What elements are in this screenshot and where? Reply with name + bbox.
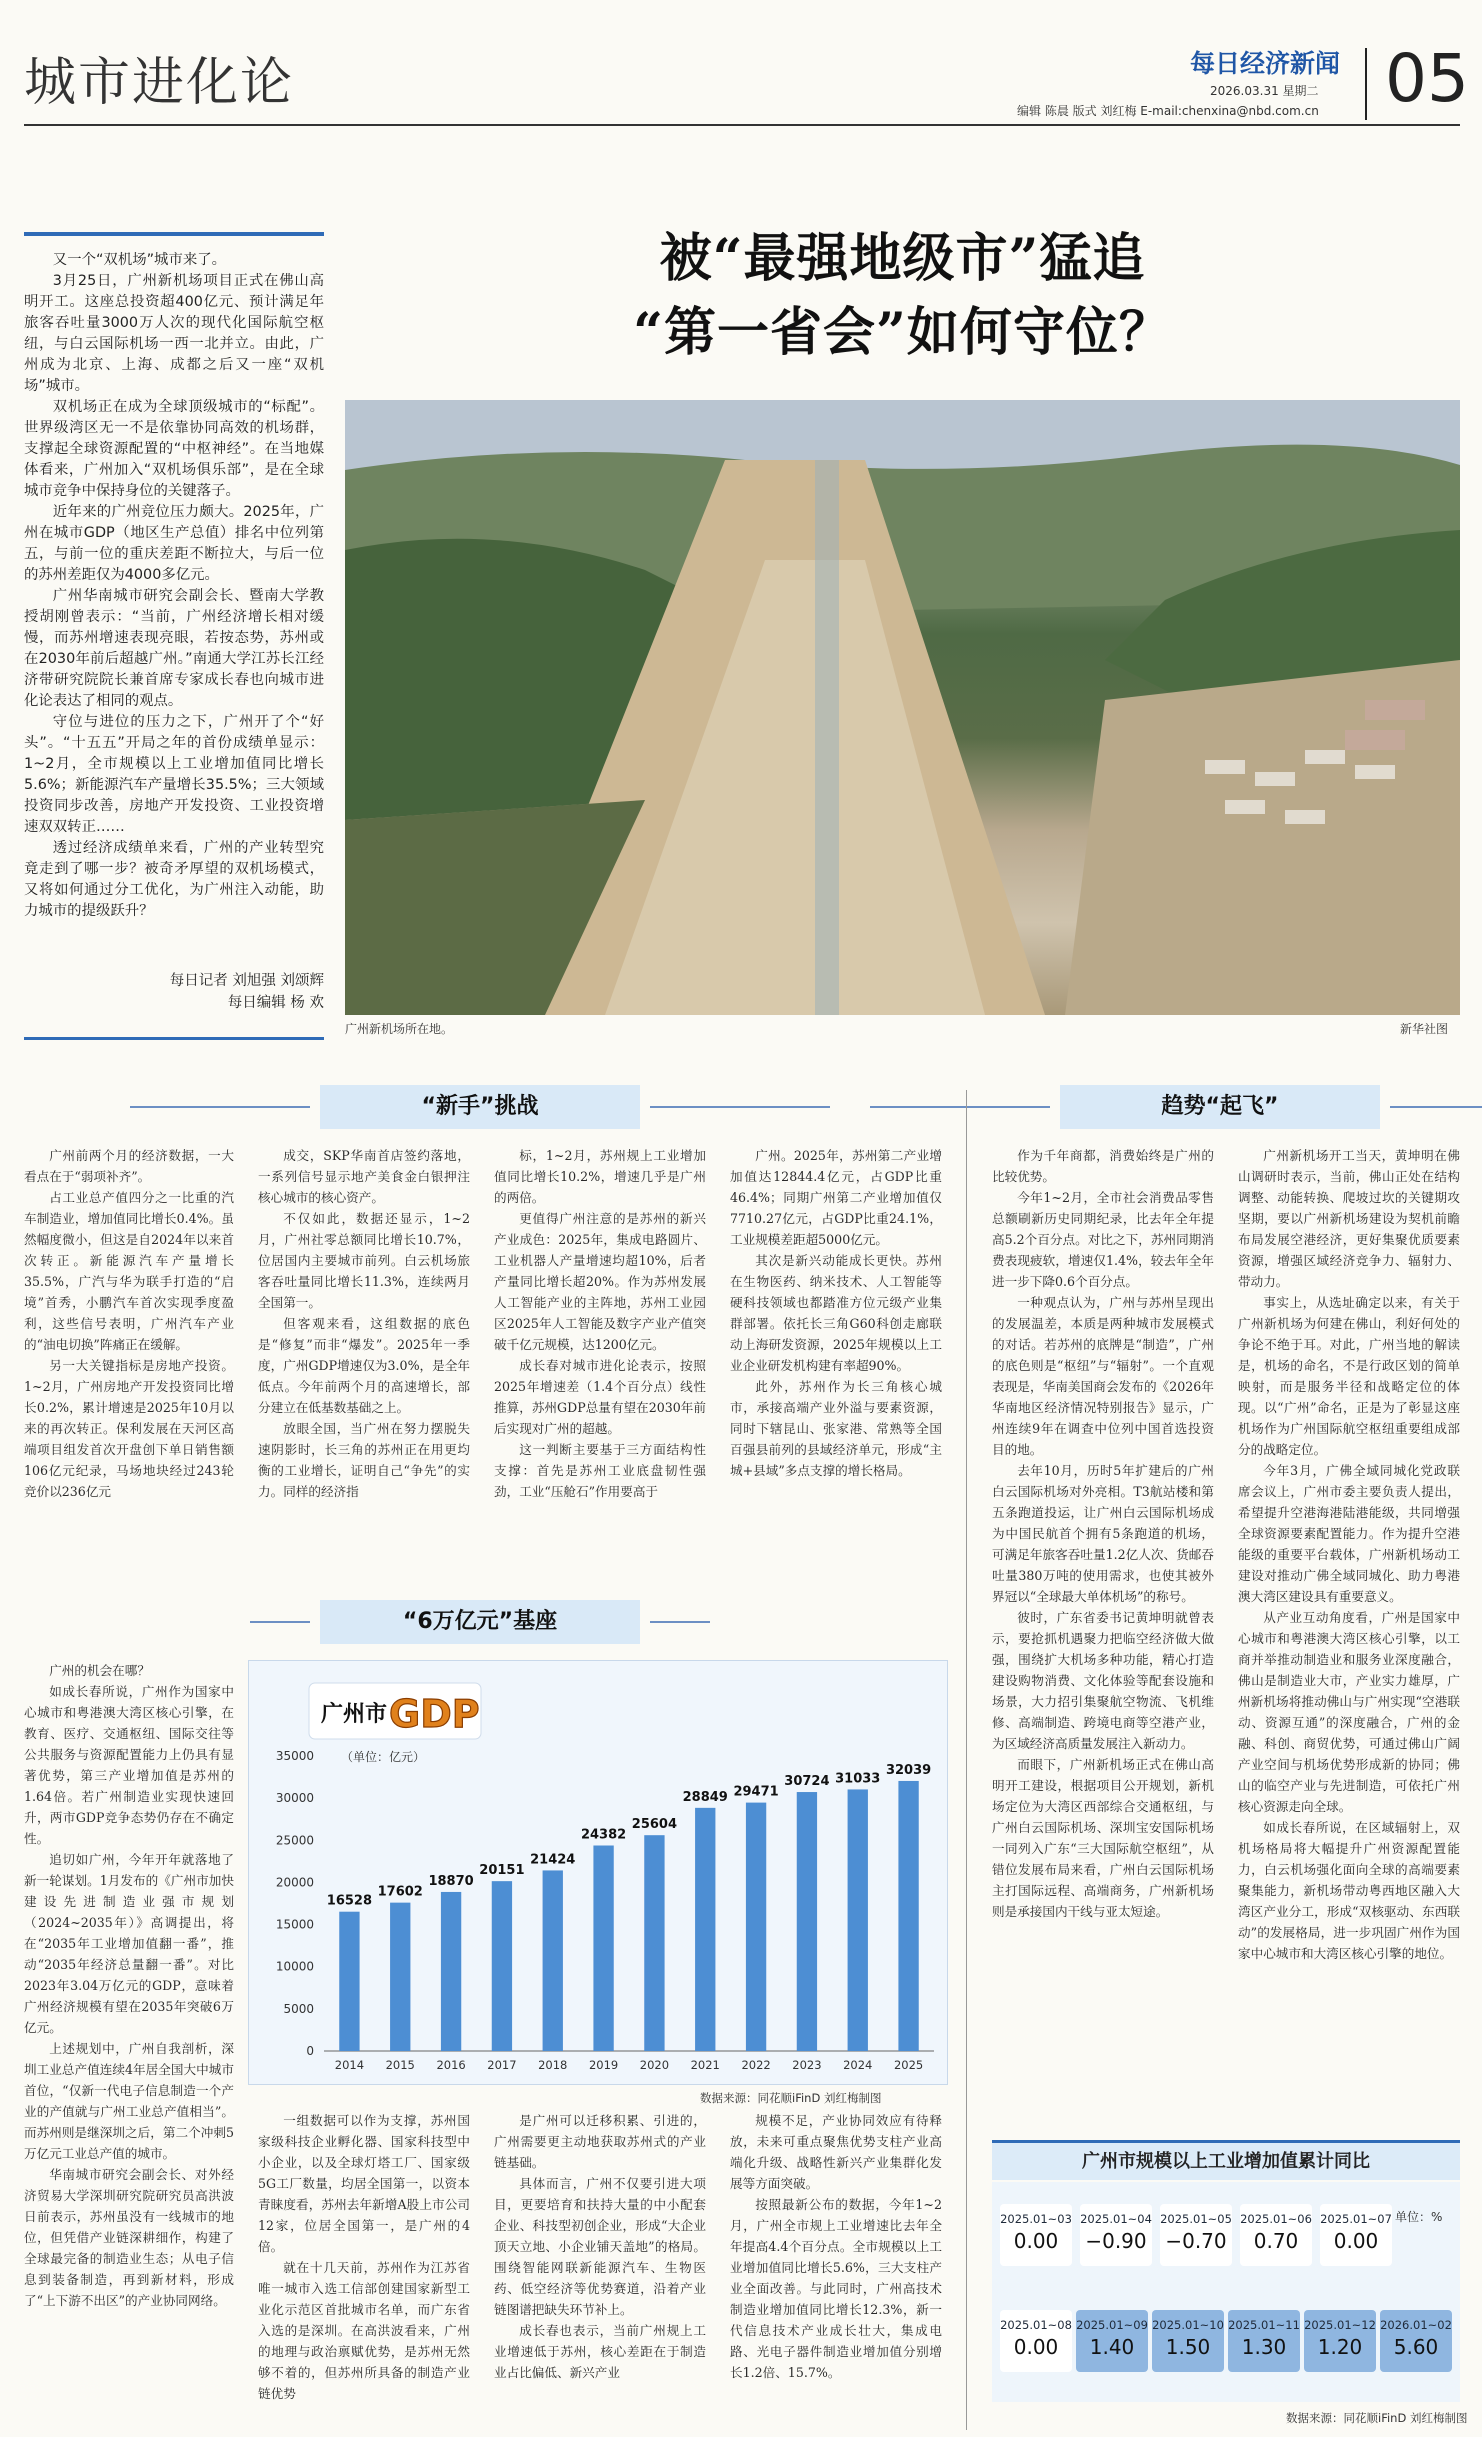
bar-value-label: 20151: [479, 1863, 525, 1879]
body-paragraph: 此外，苏州作为长三角核心城市，承接高端产业外溢与要素资源，同时下辖昆山、张家港、常熟等全国百强县前列的县域经济单元，形成“主城+县域”多点支撑的增长格局。: [730, 1379, 942, 1478]
body-paragraph: 上述规划中，广州自我剖析，深圳工业总产值连续4年居全国大中城市首位，“仅新一代电子信息制造一个产业的产值就与广州工业总产值相当”。而苏州则是继深圳之后，第二个冲刺5万亿元工业总产值的城市。: [24, 2041, 234, 2161]
x-tick-label: 2021: [690, 2058, 720, 2072]
intro-paragraph: 3月25日，广州新机场项目正式在佛山高明开工。这座总投资超400亿元、预计满足年旅客吞吐量3000万人次的现代化国际航空枢纽，与白云国际机场一西一北并立。由此，广州成为北京、上海、成都之后又一座“双机场”城市。: [24, 273, 324, 394]
body-paragraph: 事实上，从选址确定以来，有关于广州新机场为何建在佛山，利好何处的争论不绝于耳。对此，广州当地的解读是，机场的命名，不是行政区划的简单映射，而是服务半径和战略定位的体现。以“广州”命名，正是为了彰显这座机场作为广州国际航空枢纽重要组成部分的战略定位。: [1238, 1295, 1460, 1457]
body-paragraph: 其次是新兴动能成长更快。苏州在生物医药、纳米技术、人工智能等硬科技领域也都踏准方位元级产业集群部署。依托长三角G60科创走廊联动上海研发资源，2025年规模以上工业企业研发机构建有率超90%。: [730, 1253, 942, 1373]
body-column-4: [730, 1145, 942, 1585]
industrial-value-cell: [1000, 2310, 1072, 2372]
body-paragraph: 广州新机场开工当天，黄坤明在佛山调研时表示，当前，佛山正处在结构调整、动能转换、爬坡过坎的关键期攻坚期，要以广州新机场建设为契机前瞻布局发展空港经济，更好集聚优质要素资源，增强区域经济竞争力、辐射力、带动力。: [1238, 1148, 1460, 1289]
cell-month: 2025.01~06: [1240, 2212, 1312, 2226]
body-paragraph: 华南城市研究会副会长、对外经济贸易大学深圳研究院研究员高洪波日前表示，苏州虽没有一线城市的地位，但凭借产业链深耕细作，构建了全球最完备的制造业生态；从电子信息到装备制造，再到新材料，形成了“上下游不出区”的产业协同网络。: [24, 2167, 234, 2308]
gdp-chart: [248, 1660, 948, 2085]
body-paragraph: 标，1~2月，苏州规上工业增加值同比增长10.2%，增速几乎是广州的两倍。: [494, 1148, 706, 1205]
industrial-value-cell: [1240, 2204, 1312, 2266]
intro-paragraph: 又一个“双机场”城市来了。: [52, 252, 227, 268]
body-paragraph: 占工业总产值四分之一比重的汽车制造业，增加值同比增长0.4%。虽然幅度微小，但这是自2024年以来首次转正。新能源汽车产量增长35.5%，广汽与华为联手打造的“启境”首秀，小鹏汽车首次实现季度盈利，这些信号表明，广州汽车产业的“油电切换”阵痛正在缓解。: [24, 1190, 234, 1352]
cell-month: 2025.01~09: [1076, 2318, 1148, 2332]
y-tick-label: 20000: [275, 1875, 314, 1890]
page-number: 05: [1385, 40, 1469, 117]
y-tick-label: 5000: [283, 2001, 314, 2016]
bar-value-label: 21424: [530, 1852, 576, 1868]
body-column-1: [24, 1145, 234, 1585]
chart-source: 数据来源：同花顺iFinD 刘红梅制图: [700, 2091, 882, 2105]
body-column-2: [258, 1145, 470, 1585]
industrial-table-unit: 单位：%: [1395, 2210, 1443, 2224]
y-tick-label: 30000: [275, 1791, 314, 1806]
body-paragraph: 作为千年商都，消费始终是广州的比较优势。: [992, 1148, 1214, 1184]
chart-title-group: [309, 1683, 481, 1764]
cell-value: 0.00: [1333, 2229, 1379, 2253]
industrial-value-cell: [1076, 2310, 1148, 2372]
body-paragraph: 不仅如此，数据还显示，1~2月，广州社零总额同比增长10.7%，位居国内主要城市前列。白云机场旅客吞吐量同比增长11.3%，连续两月全国第一。: [258, 1211, 470, 1310]
cell-month: 2025.01~05: [1160, 2212, 1232, 2226]
body-paragraph: 今年3月，广佛全域同城化党政联席会议上，广州市委主要负责人提出，希望提升空港海港陆港能级，共同增强全球资源要素配置能力。作为提升空港能级的重要平台载体，广州新机场动工建设对推动广佛全域同城化、助力粤港澳大湾区建设具有重要意义。: [1238, 1463, 1460, 1604]
headline-line-1: 被“最强地级市”猛追: [659, 228, 1146, 289]
body-paragraph: 成长春也表示，当前广州规上工业增速低于苏州，核心差距在于制造业占比偏低、新兴产业: [494, 2323, 706, 2380]
cell-month: 2025.01~04: [1080, 2212, 1152, 2226]
body-paragraph: 成交，SKP华南首店签约落地，一系列信号显示地产美食金白银押注核心城市的核心资产。: [258, 1148, 470, 1205]
body-paragraph: 从产业互动角度看，广州是国家中心城市和粤港澳大湾区核心引擎，以工商并举推动制造业和服务业深度融合，佛山是制造业大市，产业实力雄厚，广州新机场将推动佛山与广州实现“空港联动、资源互通”的深度融合，广州的金融、科创、商贸优势，可通过佛山广阔产业空间与机场优势形成新的协同；佛山的临空产业与先进制造，可依托广州核心资源走向全球。: [1238, 1610, 1460, 1814]
header-divider: [1365, 48, 1367, 120]
subhead-newcomer-challenge: “新手”挑战: [320, 1085, 640, 1129]
cell-month: 2026.01~02: [1380, 2318, 1452, 2332]
photo-credit: 新华社图: [1400, 1022, 1449, 1036]
x-tick-label: 2024: [843, 2058, 873, 2072]
editor-info: 编辑 陈晨 版式 刘红梅 E-mail:chenxina@nbd.com.cn: [1017, 104, 1319, 118]
body-column-5: [24, 1660, 234, 2425]
industrial-value-cell: [1304, 2310, 1376, 2372]
cell-value: −0.90: [1085, 2229, 1147, 2253]
intro-paragraph: 透过经济成绩单来看，广州的产业转型究竟走到了哪一步？被奇矛厚望的双机场模式，又将如何通过分工优化，为广州注入动能，助力城市的提级跃升？: [24, 840, 324, 919]
body-paragraph: 如成长春所说，在区域辐射上，双机场格局将大幅提升广州资源配置能力，白云机场强化面向全球的高端要素聚集能力，新机场带动粤西地区融入大湾区产业分工，形成“双核驱动、东西联动”的发展格局，进一步巩固广州作为国家中心城市和大湾区核心引擎的地位。: [1238, 1820, 1460, 1961]
cell-month: 2025.01~12: [1304, 2318, 1376, 2332]
y-tick-label: 10000: [275, 1959, 314, 1974]
body-column-8: [730, 2110, 942, 2425]
x-tick-label: 2015: [385, 2058, 415, 2072]
body-paragraph: 更值得广州注意的是苏州的新兴产业成色：2025年，集成电路圆片、工业机器人产量增速均超10%，后者产量同比增长超20%。作为苏州发展人工智能产业的主阵地，苏州工业园区2025年人工智能及数字产业产值突破千亿元规模，达1200亿元。: [494, 1211, 706, 1352]
body-paragraph: 另一大关键指标是房地产投资。1~2月，广州房地产开发投资同比增长0.2%，累计增速是2025年10月以来的再次转正。保利发展在天河区高端项目组发首次开盘创下单日销售额106亿元纪录，马场地块经过243轮竞价以236亿元: [24, 1358, 234, 1499]
gdp-bar: [797, 1792, 817, 2051]
y-tick-label: 25000: [275, 1833, 314, 1848]
bar-value-label: 17602: [377, 1884, 423, 1900]
x-tick-label: 2019: [588, 2058, 619, 2072]
byline-editor: 每日编辑 杨 欢: [227, 995, 324, 1011]
intro-paragraph: 守位与进位的压力之下，广州开了个“好头”。“十五五”开局之年的首份成绩单显示：1~2月，全市规模以上工业增加值同比增长5.6%；新能源汽车产量增长35.5%；三大领域投资同步改善，房地产开发投资、工业投资增速双双转正……: [24, 714, 324, 835]
cell-month: 2025.01~11: [1228, 2318, 1300, 2332]
page-header: [0, 0, 1482, 170]
x-tick-label: 2017: [487, 2058, 517, 2072]
y-tick-label: 0: [306, 2044, 314, 2058]
body-paragraph: 按照最新公布的数据，今年1~2月，广州全市规上工业增速比去年全年提高4.4个百分点。全市规模以上工业增加值同比增长5.6%，三大支柱产业全面改善。与此同时，广州高技术制造业增加值同比增长12.3%，新一代信息技术产业成长壮大，集成电路、光电子器件制造业增加值分别增长1.2倍、15.7%。: [730, 2197, 942, 2380]
gdp-bar: [746, 1803, 766, 2051]
body-column-6: [258, 2110, 470, 2425]
gdp-bar: [339, 1912, 359, 2051]
industrial-table-source: 数据来源：同花顺iFinD 刘红梅制图: [1286, 2411, 1468, 2425]
chart-title-gdp: GDP: [389, 1692, 480, 1736]
cell-value: 5.60: [1393, 2335, 1439, 2359]
photo-caption: 广州新机场所在地。: [345, 1022, 454, 1036]
x-tick-label: 2022: [741, 2058, 771, 2072]
body-paragraph: 成长春对城市进化论表示，按照2025年增速差（1.4个百分点）线性推算，苏州GDP总量有望在2030年前后实现对广州的超越。: [494, 1358, 706, 1436]
gdp-bar: [492, 1881, 512, 2051]
cell-value: 1.40: [1089, 2335, 1135, 2359]
x-tick-label: 2025: [893, 2058, 924, 2072]
industrial-value-cell: [1000, 2204, 1072, 2266]
photo-illustration: [345, 400, 1460, 1015]
body-paragraph: 但客观来看，这组数据的底色是“修复”而非“爆发”。2025年一季度，广州GDP增速仅为3.0%，是全年低点。今年前两个月的高速增长，部分建立在低基数基础之上。: [258, 1316, 470, 1415]
body-paragraph: 追切如广州，今年开年就落地了新一轮谋划。1月发布的《广州市加快建设先进制造业强市规划（2024~2035年）》高调提出，将在“2035年工业增加值翻一番”，推动“2035年经济总量翻一番”。对比2023年3.04万亿元的GDP，意味着广州经济规模有望在2035年突破6万亿元。: [24, 1852, 234, 2035]
body-column-7: [494, 2110, 706, 2425]
body-paragraph: 彼时，广东省委书记黄坤明就曾表示，要抢抓机遇聚力把临空经济做大做强，围绕扩大机场多种功能，精心打造建设购物消费、文化体验等配套设施和场景，大力招引集聚航空物流、飞机维修、高端制造、跨境电商等空港产业，为区域经济高质量发展注入新动力。: [992, 1610, 1214, 1751]
body-paragraph: 放眼全国，当广州在努力摆脱失速阴影时，长三角的苏州正在用更均衡的工业增长，证明自己“争先”的实力。同样的经济指: [258, 1421, 470, 1499]
bar-series: [339, 1781, 919, 2051]
body-paragraph: 今年1~2月，全市社会消费品零售总额刷新历史同期纪录，比去年全年提高5.2个百分点。对比之下，苏州同期消费表现疲软，增速仅1.4%，较去年全年进一步下降0.6个百分点。: [992, 1190, 1214, 1289]
body-paragraph: 一种观点认为，广州与苏州呈现出的发展温差，本质是两种城市发展模式的对话。若苏州的底牌是“制造”，广州的底色则是“枢纽”与“辐射”。一个直观表现是，华南美国商会发布的《2026年华南地区经济情况特别报告》显示，广州连续9年在调查中位列中国首选投资目的地。: [992, 1295, 1214, 1457]
cell-value: 1.30: [1241, 2335, 1287, 2359]
bar-value-label: 28849: [682, 1789, 728, 1805]
bar-value-label: 18870: [428, 1873, 474, 1889]
cell-value: 0.00: [1013, 2229, 1059, 2253]
body-paragraph: 一组数据可以作为支撑，苏州国家级科技企业孵化器、国家科技型中小企业，以及全球灯塔工厂、国家级5G工厂数量，均居全国第一，以资本青睐度看，苏州去年新增A股上市公司12家，位居全国第一，是广州的4倍。: [258, 2113, 470, 2254]
industrial-value-cell: [1228, 2310, 1300, 2372]
chart-title-city: 广州市: [321, 1702, 388, 1727]
x-axis-labels: [335, 2058, 923, 2072]
cell-month: 2025.01~10: [1152, 2318, 1224, 2332]
y-tick-label: 35000: [275, 1749, 314, 1763]
gdp-bar: [898, 1781, 918, 2051]
cell-value: −0.70: [1165, 2229, 1227, 2253]
body-paragraph: 而眼下，广州新机场正式在佛山高明开工建设，根据项目公开规划，新机场定位为大湾区西部综合交通枢纽，与广州白云国际机场、深圳宝安国际机场一同列入广东“三大国际航空枢纽”，从错位发展布局来看，广州白云国际机场主打国际远程、高端商务，广州新机场则是承接国内干线与亚太短途。: [992, 1757, 1214, 1919]
bar-value-label: 25604: [631, 1817, 678, 1833]
industrial-value-cell: [1152, 2310, 1224, 2372]
byline-reporters: 每日记者 刘旭强 刘颂辉: [169, 973, 324, 989]
body-paragraph: 广州前两个月的经济数据，一大看点在于“弱项补齐”。: [24, 1148, 234, 1184]
industrial-value-cell: [1380, 2310, 1452, 2372]
cell-value: 1.50: [1165, 2335, 1211, 2359]
subhead-six-trillion: “6万亿元”基座: [320, 1600, 640, 1644]
y-tick-label: 15000: [275, 1917, 314, 1932]
cell-value: 0.00: [1013, 2335, 1059, 2359]
body-paragraph: 如成长春所说，广州作为国家中心城市和粤港澳大湾区核心引擎，在教育、医疗、交通枢纽、国际交往等公共服务与资源配置能力上仍具有显著优势，第三产业增加值是苏州的1.64倍。若广州制造业实现快速回升，两市GDP竞争态势仍存在不确定性。: [24, 1684, 234, 1846]
body-paragraph: 就在十几天前，苏州作为江苏省唯一城市入选工信部创建国家新型工业化示范区首批城市名单，而广东省入选的是深圳。在高洪波看来，广州的地理与政治禀赋优势，是苏州无然够不着的，但苏州所具备的制造产业链优势: [258, 2260, 470, 2401]
gdp-bar: [848, 1789, 868, 2051]
gdp-bar: [390, 1903, 410, 2051]
column-divider: [966, 1090, 967, 2430]
x-tick-label: 2016: [436, 2058, 466, 2072]
bar-value-label: 24382: [580, 1827, 627, 1843]
body-paragraph: 规模不足，产业协同效应有待释放，未来可重点聚焦优势支柱产业高端化升级、战略性新兴产业集群化发展等方面突破。: [730, 2113, 942, 2191]
headline: [345, 222, 1460, 370]
x-tick-label: 2023: [792, 2058, 822, 2072]
x-tick-label: 2018: [538, 2058, 568, 2072]
industrial-value-cell: [1320, 2204, 1392, 2266]
body-paragraph: 广州。2025年，苏州第二产业增加值达12844.4亿元，占GDP比重46.4%；同期广州第二产业增加值仅7710.27亿元，占GDP比重24.1%，工业规模差距超5000亿元。: [730, 1148, 942, 1247]
body-column-10: [1238, 1145, 1460, 2130]
body-paragraph: 是广州可以迁移积累、引进的，广州需要更主动地获取苏州式的产业链基础。: [494, 2113, 706, 2170]
gdp-bar: [695, 1808, 715, 2051]
section-title: 城市进化论: [24, 53, 295, 113]
airport-site-photo: [345, 400, 1460, 1015]
bar-value-labels: [327, 1763, 931, 1909]
cell-value: 0.70: [1253, 2229, 1299, 2253]
x-tick-label: 2020: [639, 2058, 670, 2072]
headline-line-2: “第一省会”如何守位？: [633, 302, 1172, 363]
intro-paragraph: 广州华南城市研究会副会长、暨南大学教授胡刚曾表示：“当前，广州经济增长相对缓慢，而苏州增速表现亮眼，若按态势，苏州或在2030年前后超越广州。”南通大学江苏长江经济带研究院院长兼首席专家成长春也向城市进化论表达了相同的观点。: [24, 588, 324, 709]
industrial-table-title: 广州市规模以上工业增加值累计同比: [992, 2140, 1460, 2180]
byline: [24, 970, 324, 1014]
body-paragraph: 广州的机会在哪？: [49, 1663, 150, 1678]
chart-unit-label: （单位：亿元）: [341, 1750, 426, 1764]
gdp-bar: [441, 1892, 461, 2051]
body-column-9: [992, 1145, 1214, 2130]
gdp-bar: [543, 1870, 563, 2051]
bar-value-label: 30724: [784, 1774, 830, 1790]
intro-text: [24, 250, 324, 922]
intro-top-bar: [24, 232, 324, 236]
bar-value-label: 31033: [835, 1771, 881, 1787]
x-tick-label: 2014: [334, 2058, 365, 2072]
cell-month: 2025.01~08: [1000, 2318, 1072, 2332]
bar-value-label: 32039: [885, 1762, 932, 1778]
intro-paragraph: 近年来的广州竞位压力颇大。2025年，广州在城市GDP（地区生产总值）排名中位列第五，与前一位的重庆差距不断拉大，与后一位的苏州差距仅为4000多亿元。: [24, 504, 324, 583]
gdp-chart-svg: [249, 1661, 949, 2086]
intro-paragraph: 双机场正在成为全球顶级城市的“标配”。世界级湾区无一不是依靠协同高效的机场群，支撑起全球资源配置的“中枢神经”。在当地媒体看来，广州加入“双机场俱乐部”，是在全球城市竞争中保持身位的关键落子。: [24, 399, 324, 499]
cell-value: 1.20: [1317, 2335, 1363, 2359]
body-paragraph: 这一判断主要基于三方面结构性支撑：首先是苏州工业底盘韧性强劲，工业“压舱石”作用要高于: [494, 1442, 706, 1499]
bar-value-label: 29471: [733, 1784, 779, 1800]
cell-month: 2025.01~03: [1000, 2212, 1072, 2226]
header-rule: [24, 124, 1460, 126]
bar-value-label: 16528: [326, 1893, 373, 1909]
gdp-bar: [644, 1835, 664, 2051]
newspaper-name: 每日经济新闻: [1190, 49, 1341, 78]
body-paragraph: 去年10月，历时5年扩建后的广州白云国际机场对外亮相。T3航站楼和第五条跑道投运，让广州白云国际机场成为中国民航首个拥有5条跑道的机场，可满足年旅客吞吐量1.2亿人次、货邮吞吐量380万吨的使用需求，也使其被外界冠以“全球最大单体机场”的称号。: [992, 1463, 1214, 1604]
body-column-3: [494, 1145, 706, 1585]
issue-date: 2026.03.31 星期二: [1210, 84, 1319, 98]
gdp-bar: [593, 1845, 613, 2051]
industrial-value-cell: [1080, 2204, 1152, 2266]
subhead-takeoff-trend: 趋势“起飞”: [1060, 1085, 1380, 1129]
industrial-table: [992, 2182, 1460, 2402]
industrial-value-cell: [1160, 2204, 1232, 2266]
body-paragraph: 具体而言，广州不仅要引进大项目，更要培育和扶持大量的中小配套企业、科技型初创企业，形成“大企业顶天立地、小企业铺天盖地”的格局。围绕智能网联新能源汽车、生物医药、低空经济等优势赛道，沿着产业链图谱把缺失环节补上。: [494, 2176, 706, 2317]
cell-month: 2025.01~07: [1320, 2212, 1392, 2226]
